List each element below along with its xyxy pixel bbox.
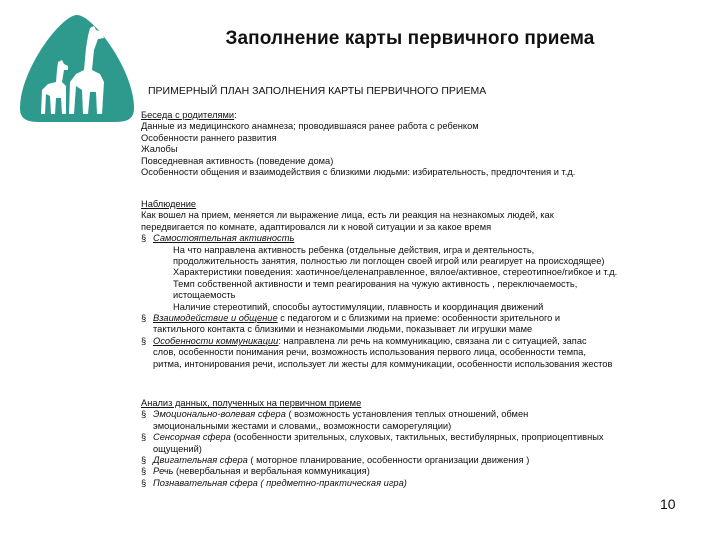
bullet-icon: § — [141, 233, 147, 244]
bullet-icon: § — [141, 432, 147, 443]
analysis-item-text: (невербальная и вербальная коммуникация) — [173, 466, 370, 477]
analysis-item — [141, 466, 701, 477]
communication-line: ритма, интонирования речи, использует ли жесты для коммуникации, особенности использования жестов — [153, 358, 613, 369]
interaction-text: с педагогом и с близкими на приеме: особенности зрительного и — [277, 313, 561, 324]
activity-line: Темп собственной активности и темп реагирования на чужую активность , переключаемость, — [173, 278, 578, 289]
activity-line: продолжительность занятия, полностью ли поглощен своей игрой или реагирует на происходящее) — [173, 256, 605, 267]
activity-line: истощаемость — [173, 290, 236, 301]
conversation-heading-suffix: : — [234, 110, 237, 120]
analysis-item-title: Речь — [153, 466, 174, 477]
analysis-section — [141, 398, 701, 489]
conversation-line: Данные из медицинского анамнеза; проводившаяся ранее работа с ребенком — [141, 121, 479, 132]
activity-line: Характеристики поведения: хаотичное/целенаправленное, вялое/активное, стереотипное/гибкое и т.д. — [173, 267, 618, 278]
bullet-icon: § — [141, 313, 147, 324]
page-number: 10 — [660, 496, 676, 512]
giraffe-logo-icon — [18, 12, 136, 124]
conversation-heading-line — [141, 110, 701, 121]
analysis-item — [141, 455, 701, 466]
analysis-item-text: ( моторное планирование, особенности организации движения ) — [247, 455, 530, 466]
activity-line: Наличие стереотипий, способы аутостимуляции, плавность и координация движений — [173, 301, 544, 312]
communication-text: : направлена ли речь на коммуникацию, связана ли с ситуацией, запас — [278, 335, 587, 346]
bullet-icon: § — [141, 455, 147, 466]
activity-title: Самостоятельная активность — [153, 233, 295, 244]
conversation-line: Повседневная активность (поведение дома) — [141, 155, 334, 166]
analysis-item — [141, 409, 701, 420]
observation-intro-line: Как вошел на прием, меняется ли выражение лица, есть ли реакция на незнакомых людей, как — [141, 210, 554, 221]
bullet-icon: § — [141, 335, 147, 346]
observation-heading: Наблюдение — [141, 199, 197, 209]
analysis-item-title: Эмоционально-волевая сфера — [153, 409, 286, 420]
communication-title: Особенности коммуникации — [153, 335, 279, 346]
slide-subtitle: ПРИМЕРНЫЙ ПЛАН ЗАПОЛНЕНИЯ КАРТЫ ПЕРВИЧНОГО ПРИЕМА — [148, 85, 487, 97]
analysis-item-continuation: ощущений) — [153, 443, 202, 454]
interaction-title: Взаимодействие и общение — [153, 313, 278, 324]
analysis-item — [141, 478, 701, 489]
slide-title: Заполнение карты первичного приема — [225, 28, 595, 49]
analysis-item-continuation: эмоциональными жестами и словами,, возможности саморегуляции) — [153, 420, 452, 431]
communication-item — [141, 336, 701, 347]
analysis-item-text: (особенности зрительных, слуховых, тактильных, вестибулярных, проприоцептивных — [230, 432, 604, 443]
conversation-section — [141, 110, 701, 178]
analysis-item — [141, 432, 701, 443]
analysis-item-title: Сенсорная сфера — [153, 432, 231, 443]
analysis-item-title: Познавательная сфера ( предметно-практическая игра) — [153, 477, 407, 488]
analysis-heading: Анализ данных, полученных на первичном приеме — [141, 398, 362, 408]
conversation-line: Жалобы — [141, 144, 178, 155]
analysis-item-text: ( возможность установления теплых отношений, обмен — [285, 409, 529, 420]
conversation-line: Особенности общения и взаимодействия с близкими людьми: избирательность, предпочтения и т.д. — [141, 167, 576, 178]
bullet-icon: § — [141, 477, 147, 488]
communication-line: слов, особенности понимания речи, возможность использования первого лица, особенности темпа, — [153, 347, 586, 358]
bullet-icon: § — [141, 466, 147, 477]
observation-section — [141, 199, 701, 370]
activity-item — [141, 233, 701, 244]
conversation-line: Особенности раннего развития — [141, 132, 277, 143]
logo-shape — [20, 15, 134, 122]
analysis-item-title: Двигательная сфера — [153, 455, 248, 466]
activity-line: На что направлена активность ребенка (отдельные действия, игра и деятельность, — [173, 244, 535, 255]
interaction-line: тактильного контакта с близкими и незнакомыми людьми, показывает ли игрушки маме — [153, 324, 533, 335]
observation-intro-line: передвигается по комнате, адаптировался ли к новой ситуации и за какое время — [141, 221, 492, 232]
conversation-heading: Беседа с родителями — [141, 110, 235, 120]
interaction-item — [141, 313, 701, 324]
bullet-icon: § — [141, 409, 147, 420]
